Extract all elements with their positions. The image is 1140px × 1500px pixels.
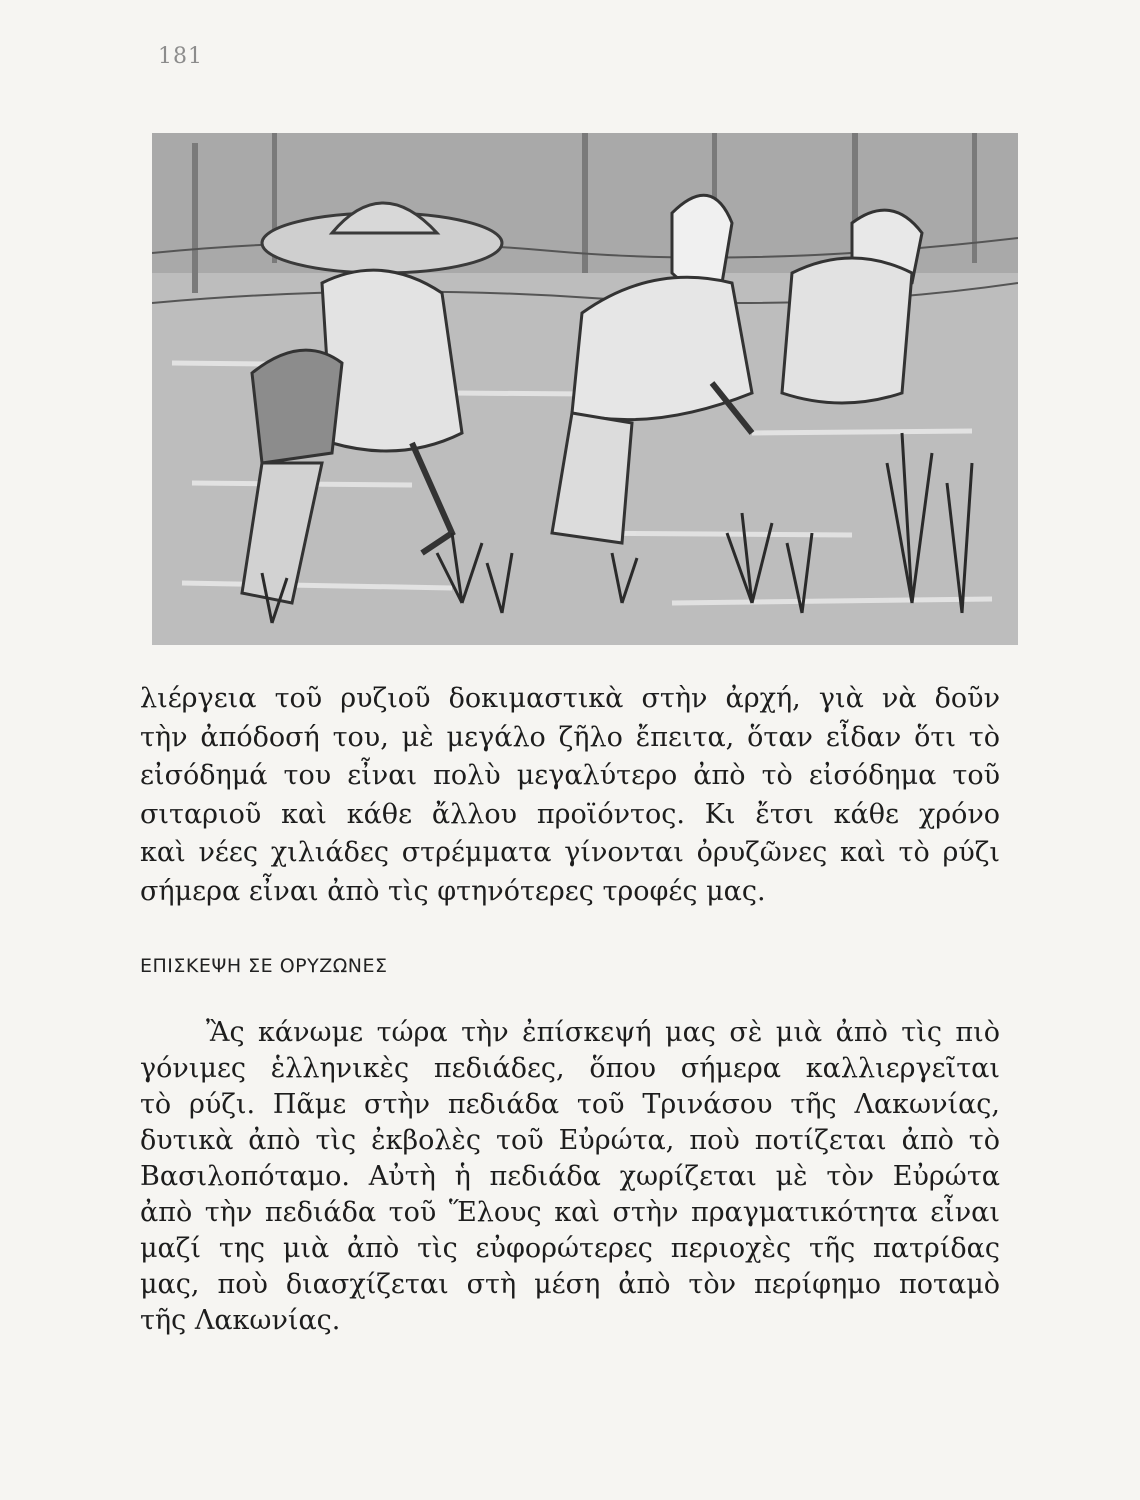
text-line: σιταριοῦ καὶ κάθε ἄλλου προϊόντος. Κι ἔτσι κάθε χρόνο (140, 798, 1000, 830)
intro-paragraph (140, 680, 1000, 911)
rice-field-drawing (152, 133, 1018, 645)
text-line: γόνιμες ἑλληνικὲς πεδιάδες, ὅπου σήμερα καλλιεργεῖται (140, 1053, 1000, 1084)
section-heading: ΕΠΙΣΚΕΨΗ ΣΕ ΟΡΥΖΩΝΕΣ (140, 955, 388, 977)
text-line: Βασιλοπόταμο. Αὐτὴ ἡ πεδιάδα χωρίζεται μὲ τὸν Εὐρώτα (140, 1161, 1000, 1192)
text-line: τῆς Λακωνίας. (140, 1305, 341, 1336)
text-line: τὴν ἀπόδοσή του, μὲ μεγάλο ζῆλο ἔπειτα, ὅταν εἶδαν ὅτι τὸ (140, 721, 1000, 753)
rice-planting-illustration (152, 133, 1018, 645)
text-line: λιέργεια τοῦ ρυζιοῦ δοκιμαστικὰ στὴν ἀρχή, γιὰ νὰ δοῦν (140, 683, 1000, 714)
page-number: 181 (158, 44, 203, 69)
text-line: σήμερα εἶναι ἀπὸ τὶς φτηνότερες τροφές μας. (140, 875, 766, 907)
text-line: ἀπὸ τὴν πεδιάδα τοῦ Ἕλους καὶ στὴν πραγματικότητα εἶναι (140, 1197, 1000, 1228)
text-line: τὸ ρύζι. Πᾶμε στὴν πεδιάδα τοῦ Τρινάσου τῆς Λακωνίας, (140, 1089, 1000, 1120)
text-line: καὶ νέες χιλιάδες στρέμματα γίνονται ὀρυζῶνες καὶ τὸ ρύζι (140, 837, 1000, 868)
text-line: μαζί της μιὰ ἀπὸ τὶς εὐφορώτερες περιοχὲς τῆς πατρίδας (140, 1233, 1000, 1264)
text-line: Ἂς κάνωμε τώρα τὴν ἐπίσκεψή μας σὲ μιὰ ἀπὸ τὶς πιὸ (206, 1017, 1000, 1048)
text-line: μας, ποὺ διασχίζεται στὴ μέση ἀπὸ τὸν περίφημο ποταμὸ (140, 1269, 1000, 1300)
text-line: δυτικὰ ἀπὸ τὶς ἐκβολὲς τοῦ Εὐρώτα, ποὺ ποτίζεται ἀπὸ τὸ (140, 1125, 1000, 1156)
text-line: εἰσόδημά του εἶναι πολὺ μεγαλύτερο ἀπὸ τὸ εἰσόδημα τοῦ (140, 760, 1000, 791)
visit-paragraph (140, 1015, 1000, 1339)
